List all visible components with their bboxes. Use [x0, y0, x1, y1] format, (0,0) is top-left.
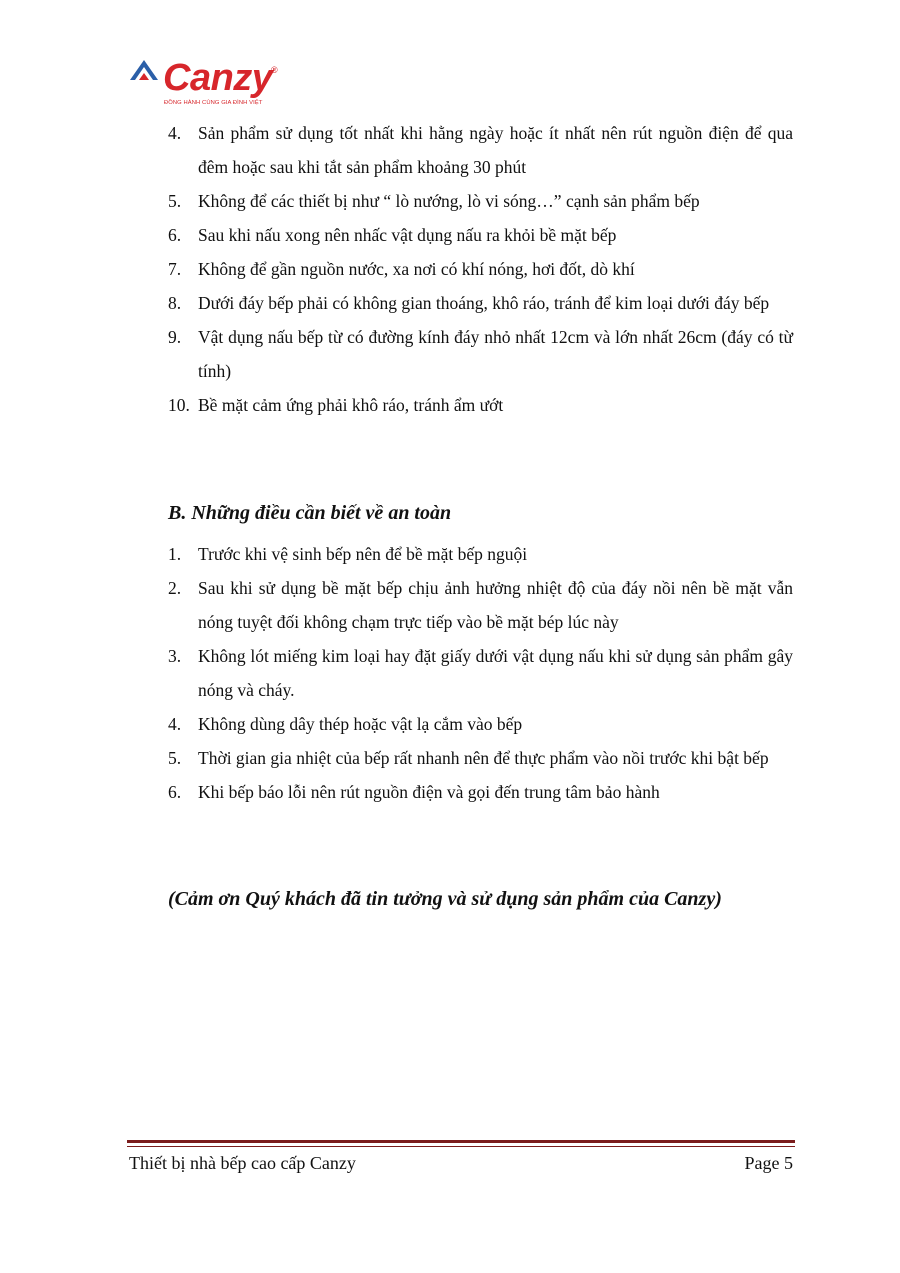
list-item	[168, 537, 793, 571]
list-item-number: 4.	[168, 123, 182, 143]
canzy-roof-icon	[128, 56, 164, 86]
list-item-number: 3.	[168, 646, 182, 666]
list-item-text: Trước khi vệ sinh bếp nên để bề mặt bếp nguội	[198, 544, 528, 564]
page-number: Page 5	[744, 1153, 793, 1173]
list-item-number: 5.	[168, 748, 182, 768]
list-item-number: 4.	[168, 714, 182, 734]
list-item	[168, 639, 793, 707]
list-item-text: Không dùng dây thép hoặc vật lạ cắm vào bếp	[198, 714, 523, 734]
logo-tagline: ĐỒNG HÀNH CÙNG GIA ĐÌNH VIỆT	[164, 100, 263, 106]
list-item-text: Thời gian gia nhiệt của bếp rất nhanh nên để thực phẩm vào nồi trước khi bật bếp	[198, 748, 769, 768]
list-item-text: Khi bếp báo lỗi nên rút nguồn điện và gọi đến trung tâm bảo hành	[198, 782, 660, 802]
logo-registered-mark: ®	[271, 65, 278, 75]
instructions-list	[168, 116, 793, 422]
list-item	[168, 741, 793, 775]
list-item-number: 7.	[168, 259, 182, 279]
list-item-number: 9.	[168, 327, 182, 347]
footer-title: Thiết bị nhà bếp cao cấp Canzy	[129, 1153, 356, 1173]
list-item	[168, 116, 793, 184]
page-footer	[129, 1151, 793, 1175]
list-item-number: 5.	[168, 191, 182, 211]
list-item	[168, 707, 793, 741]
list-item-number: 6.	[168, 225, 182, 245]
list-item-number: 2.	[168, 578, 182, 598]
list-item	[168, 286, 793, 320]
list-item-text: Sản phẩm sử dụng tốt nhất khi hằng ngày hoặc ít nhất nên rút nguồn điện để qua đêm hoặc sau khi tắt sản phẩm khoảng 30 phút	[198, 123, 793, 177]
list-item-number: 6.	[168, 782, 182, 802]
list-item	[168, 252, 793, 286]
list-item-number: 8.	[168, 293, 182, 313]
logo-wordmark: Canzy	[163, 57, 273, 99]
footer-divider-thin	[127, 1146, 795, 1147]
list-item-text: Không để gần nguồn nước, xa nơi có khí nóng, hơi đốt, dò khí	[198, 259, 635, 279]
list-item	[168, 320, 793, 388]
list-item	[168, 775, 793, 809]
list-item-text: Không để các thiết bị như “ lò nướng, lò vi sóng…” cạnh sản phẩm bếp	[198, 191, 700, 211]
list-item-text: Sau khi nấu xong nên nhấc vật dụng nấu ra khỏi bề mặt bếp	[198, 225, 617, 245]
list-item	[168, 571, 793, 639]
list-item	[168, 184, 793, 218]
list-item-text: Dưới đáy bếp phải có không gian thoáng, khô ráo, tránh để kim loại dưới đáy bếp	[198, 293, 770, 313]
list-item	[168, 218, 793, 252]
footer-divider-thick	[127, 1140, 795, 1143]
list-item	[168, 388, 793, 422]
safety-list	[168, 537, 793, 809]
list-item-number: 1.	[168, 544, 182, 564]
list-item-text: Sau khi sử dụng bề mặt bếp chịu ảnh hưởng nhiệt độ của đáy nồi nên bề mặt vẫn nóng tuyệt đối không chạm trực tiếp vào bề mặt bép lúc này	[198, 578, 793, 632]
closing-message: (Cảm ơn Quý khách đã tin tưởng và sử dụng sản phẩm của Canzy)	[168, 888, 722, 910]
list-item-number: 10.	[168, 395, 190, 415]
list-item-text: Vật dụng nấu bếp từ có đường kính đáy nhỏ nhất 12cm và lớn nhất 26cm (đáy có từ tính)	[198, 327, 793, 381]
list-item-text: Không lót miếng kim loại hay đặt giấy dưới vật dụng nấu khi sử dụng sản phẩm gây nóng và cháy.	[198, 646, 793, 700]
brand-logo	[128, 56, 298, 116]
section-heading: B. Những điều cần biết về an toàn	[168, 502, 452, 524]
list-item-text: Bề mặt cảm ứng phải khô ráo, tránh ẩm ướt	[198, 395, 504, 415]
